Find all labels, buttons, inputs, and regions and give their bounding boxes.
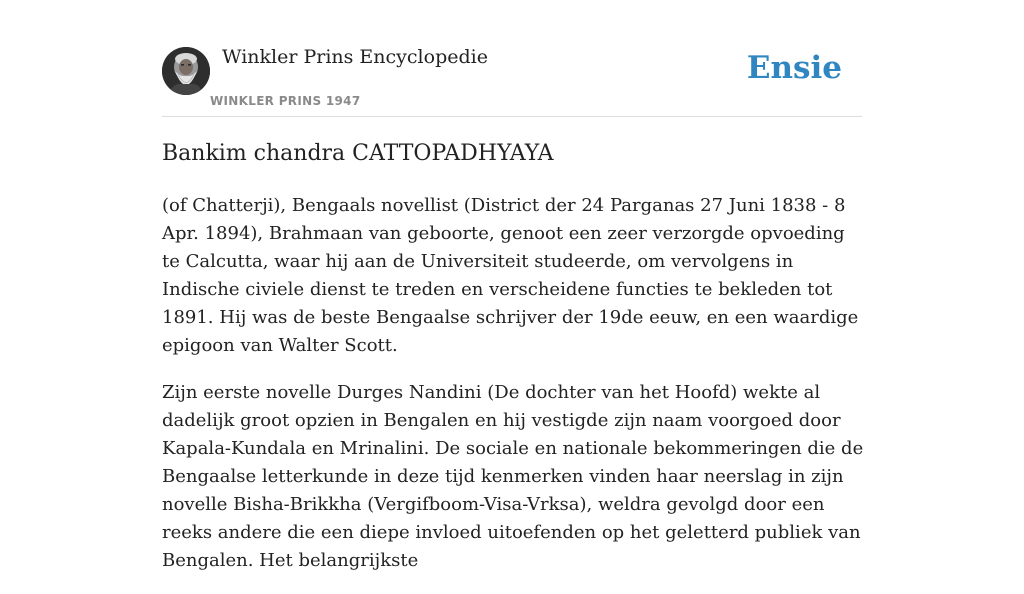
bearded-man-portrait-icon <box>162 47 210 95</box>
article-paragraph: (of Chatterji), Bengaals novellist (District der 24 Parganas 27 Juni 1838 - 8 Apr. 1894), Brahmaan van geboorte, genoot een zeer verzorgde opvoeding te Calcutta, waar hij aan de Universiteit studeerde, om vervolgens in Indische civiele dienst te treden en verscheidene functies te bekleden tot 1891. Hij was de beste Bengaalse schrijver der 19de eeuw, en een waardige epigoon van Walter Scott. <box>162 195 859 356</box>
article-title: Bankim chandra CATTOPADHYAYA <box>162 141 554 166</box>
header <box>162 0 862 117</box>
avatar[interactable] <box>162 47 210 95</box>
ensie-logo-link[interactable]: Ensie <box>746 50 842 86</box>
article-body <box>162 192 866 594</box>
article-paragraph: Zijn eerste novelle Durges Nandini (De dochter van het Hoofd) wekte al dadelijk groot opzien in Bengalen en hij vestigde zijn naam voorgoed door Kapala-Kundala en Mrinalini. De sociale en nationale bekommeringen die de Bengaalse letterkunde in deze tijd kenmerken vinden haar neerslag in zijn novelle Bisha-Brikkha (Vergifboom-Visa-Vrksa), weldra gevolgd door een reeks andere die een diepe invloed uitoefenden op het geletterd publiek van Bengalen. Het belangrijkste <box>162 382 864 571</box>
site-subtitle: WINKLER PRINS 1947 <box>210 94 361 108</box>
page <box>162 0 864 571</box>
site-title[interactable]: Winkler Prins Encyclopedie <box>222 46 488 68</box>
